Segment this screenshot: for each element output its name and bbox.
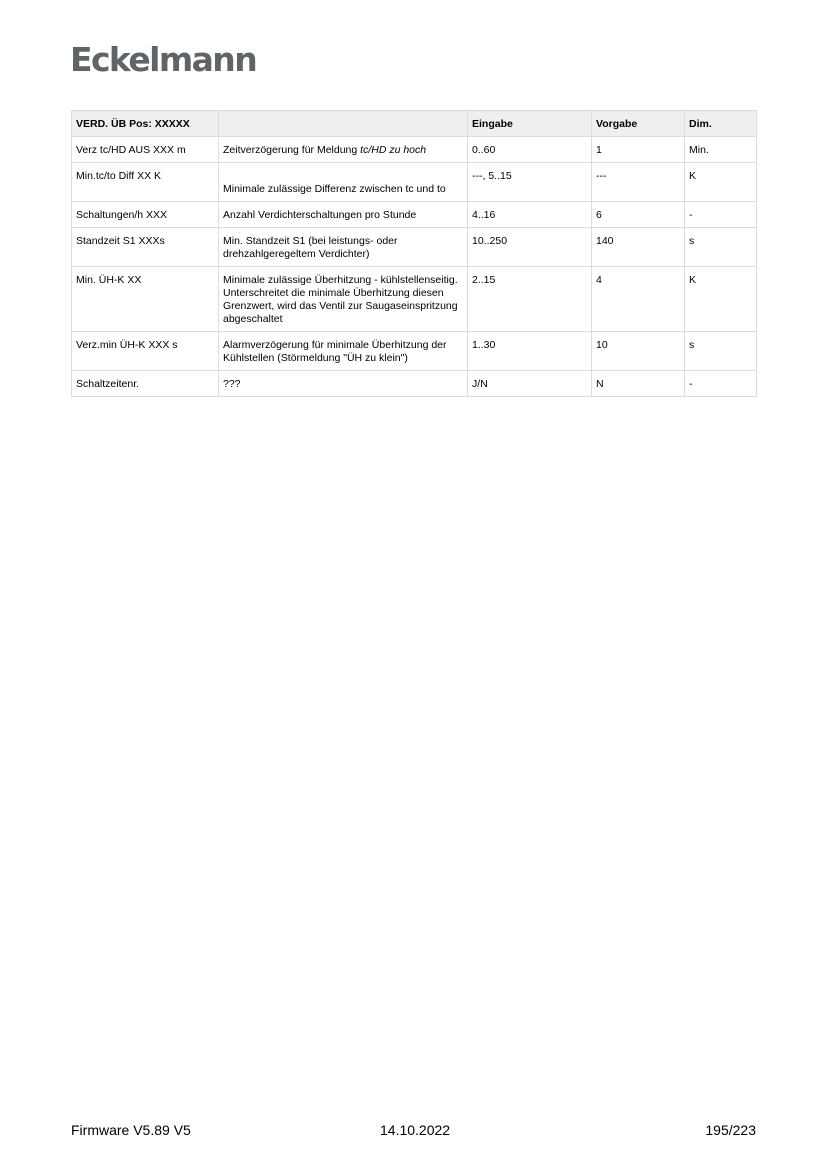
table-row [72, 332, 757, 371]
footer-firmware-version: Firmware V5.89 V5 [71, 1122, 191, 1138]
param-description: Min. Standzeit S1 (bei leistungs- oder drehzahlgeregeltem Verdichter) [219, 228, 468, 267]
param-default: 140 [592, 228, 685, 267]
col-header-parameter: VERD. ÜB Pos: XXXXX [72, 111, 219, 137]
param-input-range: ---, 5..15 [468, 163, 592, 202]
param-name: Verz tc/HD AUS XXX m [72, 137, 219, 163]
param-default: 6 [592, 202, 685, 228]
param-description [219, 163, 468, 202]
param-description-italic: tc/HD zu hoch [360, 144, 427, 156]
col-header-eingabe: Eingabe [468, 111, 592, 137]
col-header-dim: Dim. [685, 111, 757, 137]
param-unit: - [685, 202, 757, 228]
param-description: ??? [219, 371, 468, 397]
col-header-description [219, 111, 468, 137]
param-input-range: 4..16 [468, 202, 592, 228]
table-row [72, 267, 757, 332]
param-name: Schaltungen/h XXX [72, 202, 219, 228]
param-unit: K [685, 267, 757, 332]
param-description: Anzahl Verdichterschaltungen pro Stunde [219, 202, 468, 228]
param-description-text: Minimale zulässige Differenz zwischen tc und to [223, 183, 446, 195]
param-name: Schaltzeitenr. [72, 371, 219, 397]
param-name: Verz.min ÜH-K XXX s [72, 332, 219, 371]
param-input-range: 0..60 [468, 137, 592, 163]
param-description [219, 137, 468, 163]
param-input-range: J/N [468, 371, 592, 397]
param-description: Minimale zulässige Überhitzung - kühlstellenseitig. Unterschreitet die minimale Überhitzung diesen Grenzwert, wird das Ventil zur Saugaseinspritzung abgeschaltet [219, 267, 468, 332]
param-default: 1 [592, 137, 685, 163]
table-row [72, 371, 757, 397]
param-unit: Min. [685, 137, 757, 163]
table-header-row [72, 111, 757, 137]
param-default: 10 [592, 332, 685, 371]
param-input-range: 2..15 [468, 267, 592, 332]
param-unit: K [685, 163, 757, 202]
table-row [72, 137, 757, 163]
param-description: Alarmverzögerung für minimale Überhitzung der Kühlstellen (Störmeldung "ÜH zu klein") [219, 332, 468, 371]
col-header-vorgabe: Vorgabe [592, 111, 685, 137]
param-default: --- [592, 163, 685, 202]
table-row [72, 202, 757, 228]
param-input-range: 10..250 [468, 228, 592, 267]
table-row [72, 228, 757, 267]
param-name: Min. ÜH-K XX [72, 267, 219, 332]
param-description-text: Zeitverzögerung für Meldung [223, 144, 361, 156]
param-unit: s [685, 332, 757, 371]
parameter-table [71, 110, 757, 397]
param-default: 4 [592, 267, 685, 332]
param-name: Min.tc/to Diff XX K [72, 163, 219, 202]
param-input-range: 1..30 [468, 332, 592, 371]
eckelmann-logo: Eckelmann [70, 40, 257, 79]
param-unit: s [685, 228, 757, 267]
param-default: N [592, 371, 685, 397]
param-unit: - [685, 371, 757, 397]
footer-date: 14.10.2022 [380, 1122, 451, 1138]
param-name: Standzeit S1 XXXs [72, 228, 219, 267]
footer-page-number: 195/223 [705, 1122, 756, 1138]
table-row [72, 163, 757, 202]
